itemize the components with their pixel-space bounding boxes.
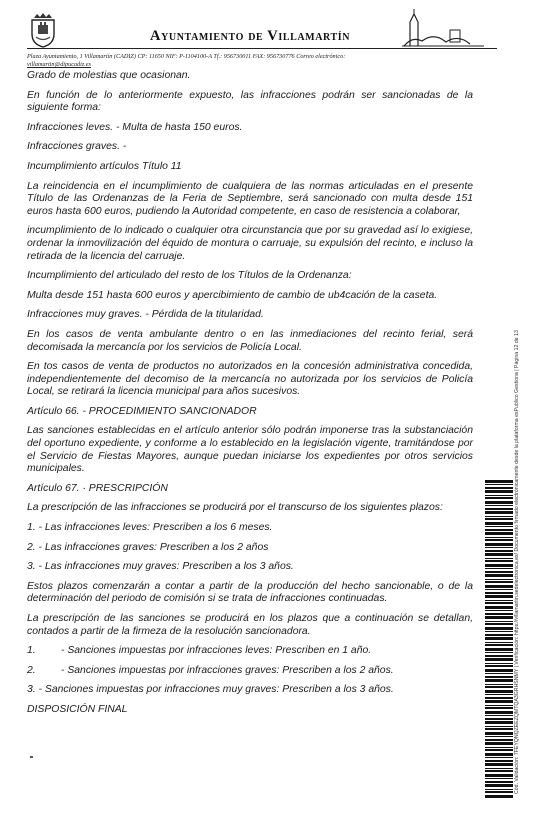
paragraph: Las sanciones establecidas en el artículo anterior sólo podrán imponerse tras la substanciación del oportuno expediente, y conforme a lo establecido en la legislación vigente, tramitándose por el Servicio de Fiestas Mayores, aunque puedan iniciarse los expedientes por otros servicios municipales. [27,425,473,475]
sanction-number: 2. [27,664,36,676]
validation-barcode [485,480,513,798]
sanction-text: - Sanciones impuestas por infracciones leves: Prescriben en 1 año. [61,645,372,657]
email-link[interactable]: villamartin@dipucadiz.es [27,61,91,68]
paragraph: La prescripción de las sanciones se producirá en los plazos que a continuación se detallan, contados a partir de la firmeza de la resolución sancionadora. [27,613,473,637]
document-body [27,70,473,724]
paragraph: En los casos de venta ambulante dentro o en las inmediaciones del recinto ferial, será decomisada la mercancía por los servicios de Policía Local. [27,328,473,353]
paragraph: Grado de molestias que ocasionan. [27,70,191,81]
paragraph: Incumplimiento del articulado del resto de los Títulos de la Ordenanza: [27,270,352,282]
list-item: 3. - Las infracciones muy graves: Prescriben a los 3 años. [27,561,294,573]
sanction-item [27,645,473,658]
scan-speck [30,756,33,758]
header-divider [27,48,497,49]
sanction-item [27,665,473,678]
list-item: 1. - Las infracciones leves: Prescriben a los 6 meses. [27,522,273,534]
page-title: Ayuntamiento de Villamartín [150,28,351,44]
paragraph: Infracciones graves. - [27,141,127,153]
paragraph: La prescripción de las infracciones se producirá por el transcurso de los siguientes plazos: [27,502,443,514]
paragraph: Estos plazos comenzarán a contar a partir de la producción del hecho sancionable, o de la determinación del periodo de comisión si se trata de infracciones continuadas. [27,580,473,605]
final-disposition-heading: DISPOSICIÓN FINAL [27,703,128,715]
sanction-text: - Sanciones impuestas por infracciones graves: Prescriben a los 2 años. [61,664,394,676]
paragraph: Infracciones leves. - Multa de hasta 150 euros. [27,121,243,133]
paragraph: incumplimiento de lo indicado o cualquier otra circunstancia que por su gravedad así lo exigiese, ordenar la inmovilización del équido de montura o carruaje, su expulsión del recinto, e incluso la retirada de la licencia del carruaje. [27,225,473,262]
list-item: 2. - Las infracciones graves: Prescriben a los 2 años [27,541,269,553]
verification-text: Cód. Validación: 7FEYQNQZEEZQMTQA3GRHSNMY | Verificación: https://villamartin.sedelectronica.es/ Documento firmado electrónicamente desde la plataforma esPublico Gestiona | Página 12 de 13 [514,330,520,794]
paragraph: Infracciones muy graves. - Pérdida de la titularidad. [27,309,264,321]
address-line: Plaza Ayuntamiento, 1 Villamartín (CADIZ) CP: 11650 NIF: P-1104100-A Tf.: 956730011 FAX: 956730776 Correo electrónico: [27,53,346,60]
paragraph: Multa desde 151 hasta 600 euros y apercibimiento de cambio de ub4cación de la caseta. [27,289,438,301]
article-66-heading: Artículo 66. - PROCEDIMIENTO SANCIONADOR [27,405,257,417]
paragraph: En tos casos de venta de productos no autorizados en la concesión administrativa concedida, independientemente del decomiso de la mercancía no autorizada por los servicios de Policía Local, se retirará la licencia municipal para años sucesivos. [27,361,473,398]
article-67-heading: Artículo 67. · PRESCRIPCIÓN [27,482,168,494]
coat-of-arms-icon [28,12,58,48]
town-skyline-logo-icon [400,8,486,48]
sanction-item: 3. - Sanciones impuestas por infracciones muy graves: Prescriben a los 3 años. [27,684,394,696]
verification-sidebar [514,330,530,794]
paragraph: La reincidencia en el incumplimiento de cualquiera de las normas articuladas en el presente Título de las Ordenanzas de la Feria de Septiembre, será sancionado con multa desde 151 euros hasta 600 euros, pudiendo la Autoridad competente, en caso de resistencia a colaborar, [27,180,473,217]
paragraph: Incumplimiento artículos Título 11 [27,160,182,172]
address-block [27,53,497,69]
sanction-number: 1. [27,645,36,657]
paragraph: En función de lo anteriormente expuesto, las infracciones podrán ser sancionadas de la siguiente forma: [27,89,473,114]
